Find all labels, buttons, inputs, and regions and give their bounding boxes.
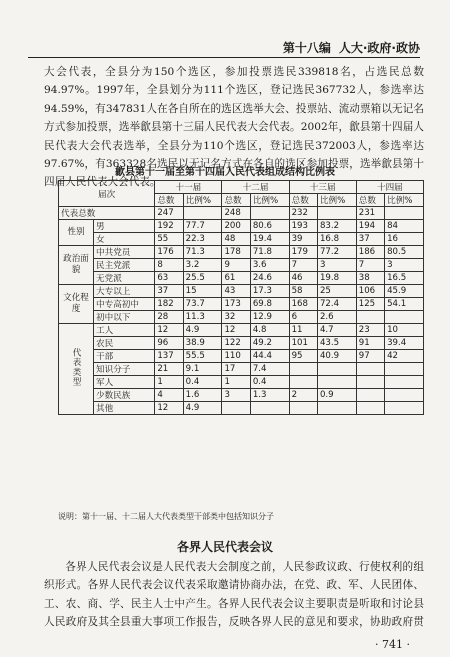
group-label: 代表类型 [59,324,94,415]
table-cell [385,363,424,376]
section-title: 各界人民代表会议 [176,540,273,554]
table-cell: 173 [222,298,250,311]
row-label: 大专以上 [94,285,155,298]
table-cell: 16.5 [385,272,424,285]
table-cell: 12.9 [250,311,289,324]
group-label: 性别 [59,220,94,246]
table-row [59,220,424,233]
table-cell: 176 [155,246,183,259]
table-cell [385,402,424,415]
intro-paragraph: 大会代表，全县分为150个选区，参加投票选民339818名，占选民总数94.97%。1997年，全县划分为111个选区，登记选民367732人，参选率达94.59%，有347831人在各自所在的选区选举大会、投票站、流动票箱以无记名方式参加投票，选举歙县第十三届人民代表大会代表。2002年，歙县第十四届人民代表大会代表选举，全县分为110个选区，登记选民372003人，参选率达97.67%，有363328名选民以无记名方式在各自的选区参加投票，选举歙县第十四届人民代表大会代表。 [44,66,424,189]
table-cell: 77.2 [317,246,356,259]
table-body [59,181,424,415]
table-cell: 231 [356,207,384,220]
table-cell [222,402,250,415]
row-label: 干部 [94,350,155,363]
table-cell: 4 [155,389,183,402]
table-cell: 72.4 [317,298,356,311]
header-row [59,181,424,194]
table-cell [356,311,384,324]
page-number: · 741 · [375,638,410,651]
row-label: 工人 [94,324,155,337]
corner-cell: 届次 [59,181,155,207]
table-cell: 84 [385,220,424,233]
table-cell: 37 [155,285,183,298]
table-note: 说明：第十一届、十二届人大代表类型干部类中包括知识分子 [58,512,274,521]
table-cell: 10 [385,324,424,337]
table-title: 歙县第十一届至第十四届人民代表组成结构比例表 [115,167,335,178]
table-cell: 17 [222,363,250,376]
table-cell: 1 [222,376,250,389]
table-cell [385,376,424,389]
table-cell: 55 [155,233,183,246]
table-cell: 179 [289,246,317,259]
row-label: 其他 [94,402,155,415]
table-cell: 43.5 [317,337,356,350]
table-cell: 24.6 [250,272,289,285]
table-cell: 97 [356,350,384,363]
table-cell: 2 [289,389,317,402]
table-row [59,376,424,389]
table-cell: 91 [356,337,384,350]
table-cell: 17.3 [250,285,289,298]
table-cell: 32 [222,311,250,324]
table-cell: 3.6 [250,259,289,272]
table-cell: 80.6 [250,220,289,233]
table-cell: 23 [356,324,384,337]
header-rule [28,57,420,58]
table-cell: 15 [183,285,222,298]
table-cell: 73.7 [183,298,222,311]
section-paragraph-1: 各界人民代表会议是人民代表大会制度之前，人民参政议政、行使权利的组织形式。各界人民代表会议代表采取邀请协商办法，在党、政、军、人民团体、工、农、商、学、民主人士中产生。各界人民代表会议主要职责是听取和讨论县人民政府及其全县重大事项工作报告，反映各界人民的意见和要求，协助政府贯 [44,561,424,629]
table-row [59,246,424,259]
table-cell: 194 [356,220,384,233]
table-cell: 25 [317,285,356,298]
table-cell [289,363,317,376]
table-cell: 38.9 [183,337,222,350]
group-label: 文化程度 [59,285,94,324]
table-cell: 122 [222,337,250,350]
row-label: 无党派 [94,272,155,285]
table-cell: 1 [155,376,183,389]
table-cell: 7 [356,259,384,272]
table-cell [250,207,289,220]
table-cell: 16 [385,233,424,246]
table-row [59,298,424,311]
table-cell: 71.8 [250,246,289,259]
table-cell [356,376,384,389]
table-cell [317,376,356,389]
table-row [59,363,424,376]
table-cell: 96 [155,337,183,350]
table-cell: 137 [155,350,183,363]
table-cell [250,402,289,415]
table-cell: 125 [356,298,384,311]
row-label: 女 [94,233,155,246]
table-row [59,311,424,324]
col-total-header: 总数 [155,194,183,207]
row-label: 少数民族 [94,389,155,402]
totals-row [59,207,424,220]
table-cell: 95 [289,350,317,363]
table-cell [183,207,222,220]
table-cell: 3 [317,259,356,272]
table-cell: 110 [222,350,250,363]
table-cell: 3.2 [183,259,222,272]
total-label: 代表总数 [59,207,155,220]
col-pct-header: 比例% [250,194,289,207]
table-cell: 8 [155,259,183,272]
table-cell [385,311,424,324]
table-cell: 49.2 [250,337,289,350]
table-cell: 3 [385,259,424,272]
table-cell: 55.5 [183,350,222,363]
session-header: 十三届 [289,181,356,194]
table-cell: 2.6 [317,311,356,324]
table-cell: 0.9 [317,389,356,402]
table-row [59,389,424,402]
table-cell: 232 [289,207,317,220]
table-cell: 58 [289,285,317,298]
table-cell [317,207,356,220]
table-row [59,324,424,337]
col-pct-header: 比例% [317,194,356,207]
table-cell: 4.7 [317,324,356,337]
table-cell: 44.4 [250,350,289,363]
table-cell: 182 [155,298,183,311]
table-cell: 0.4 [183,376,222,389]
table-cell: 71.3 [183,246,222,259]
table-cell: 77.7 [183,220,222,233]
session-header: 十一届 [155,181,222,194]
table-cell: 193 [289,220,317,233]
col-pct-header: 比例% [385,194,424,207]
table-cell: 80.5 [385,246,424,259]
table-cell: 83.2 [317,220,356,233]
header-part: 第十八编 [282,41,331,55]
table-cell: 61 [222,272,250,285]
session-header: 十四届 [356,181,423,194]
header-title: 人大·政府·政协 [338,41,420,55]
table-cell: 43 [222,285,250,298]
table-cell: 1.6 [183,389,222,402]
table-row [59,233,424,246]
table-cell: 3 [222,389,250,402]
table-cell: 106 [356,285,384,298]
session-header: 十二届 [222,181,289,194]
table-row [59,402,424,415]
table-cell: 101 [289,337,317,350]
table-cell: 186 [356,246,384,259]
table-cell: 7 [289,259,317,272]
col-total-header: 总数 [356,194,384,207]
table-row [59,272,424,285]
running-header [0,30,450,56]
table-row [59,259,424,272]
table-cell: 11 [289,324,317,337]
table-cell: 19.4 [250,233,289,246]
row-label: 知识分子 [94,363,155,376]
col-total-header: 总数 [289,194,317,207]
table-cell: 63 [155,272,183,285]
table-cell: 45.9 [385,285,424,298]
table-cell: 21 [155,363,183,376]
row-label: 中专高初中 [94,298,155,311]
table-cell: 16.8 [317,233,356,246]
table-cell [289,402,317,415]
col-total-header: 总数 [222,194,250,207]
table-cell [385,207,424,220]
table-cell: 12 [155,402,183,415]
row-label: 中共党员 [94,246,155,259]
table-cell [317,363,356,376]
table-cell: 22.3 [183,233,222,246]
table-cell: 6 [289,311,317,324]
table-cell: 37 [356,233,384,246]
table-cell: 46 [289,272,317,285]
table-cell: 39 [289,233,317,246]
table-cell [356,402,384,415]
table-cell: 54.1 [385,298,424,311]
table-cell: 39.4 [385,337,424,350]
table-cell: 19.8 [317,272,356,285]
table-cell: 4.8 [250,324,289,337]
row-label: 初中以下 [94,311,155,324]
col-pct-header: 比例% [183,194,222,207]
table-cell: 42 [385,350,424,363]
table-cell: 12 [155,324,183,337]
table-cell: 40.9 [317,350,356,363]
table-cell: 4.9 [183,324,222,337]
row-label: 男 [94,220,155,233]
table-cell: 168 [289,298,317,311]
group-label: 政治面貌 [59,246,94,285]
table-cell: 9 [222,259,250,272]
table-row [59,337,424,350]
table-cell: 38 [356,272,384,285]
row-label: 民主党派 [94,259,155,272]
table-cell: 11.3 [183,311,222,324]
composition-table [58,180,424,415]
table-cell: 248 [222,207,250,220]
row-label: 农民 [94,337,155,350]
table-cell: 9.1 [183,363,222,376]
table-cell: 178 [222,246,250,259]
table-cell [385,389,424,402]
table-cell: 69.8 [250,298,289,311]
table-cell: 192 [155,220,183,233]
table-cell: 1.3 [250,389,289,402]
table-cell: 7.4 [250,363,289,376]
table-cell: 247 [155,207,183,220]
table-cell [289,376,317,389]
table-cell: 12 [222,324,250,337]
table-cell: 48 [222,233,250,246]
table-row [59,285,424,298]
table-cell: 25.5 [183,272,222,285]
table-cell [317,402,356,415]
table-cell: 200 [222,220,250,233]
table-row [59,350,424,363]
row-label: 军人 [94,376,155,389]
table-cell [356,363,384,376]
table-cell: 28 [155,311,183,324]
table-cell [356,389,384,402]
table-cell: 4.9 [183,402,222,415]
table-cell: 0.4 [250,376,289,389]
